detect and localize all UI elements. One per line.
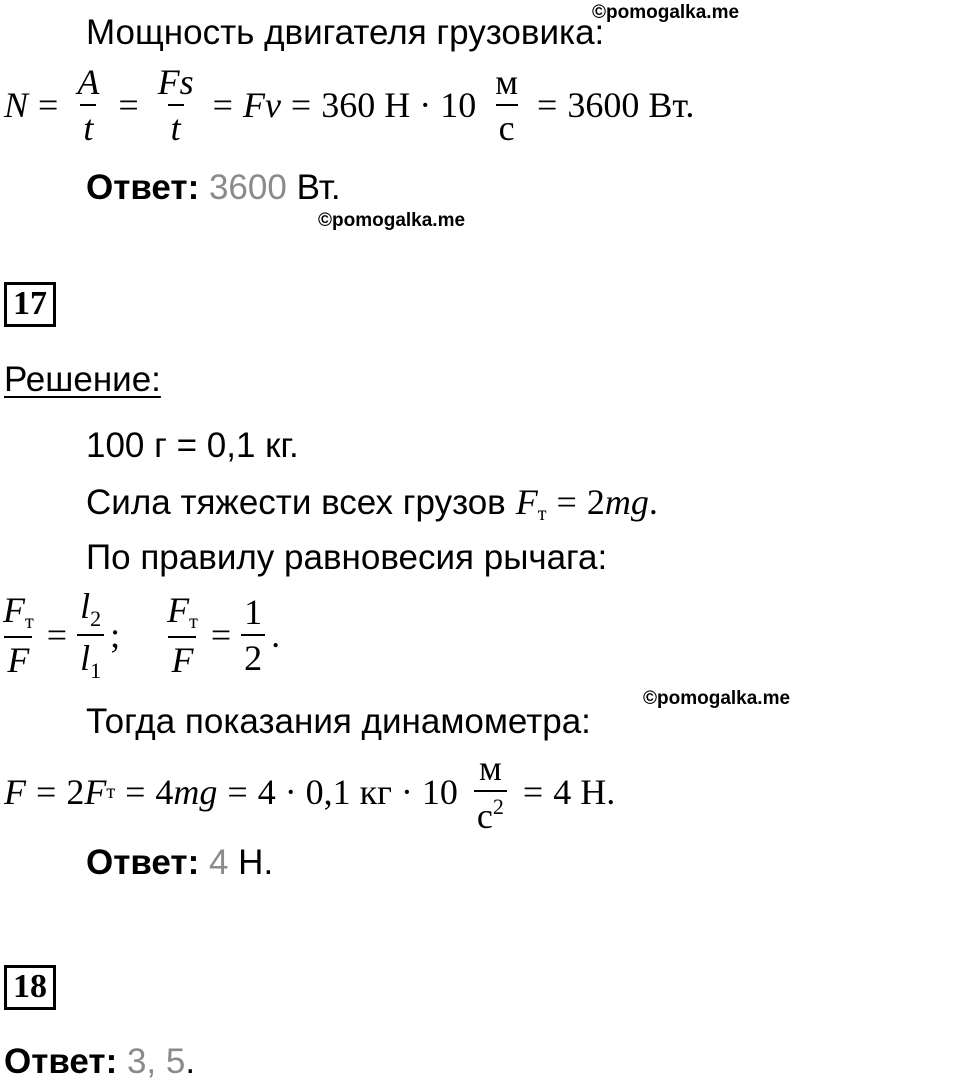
answer-unit: Н. (228, 843, 274, 882)
dynamometer-formula: F = 2 F т = 4 mg = 4 · 0,1 кг · 10 $\frac{м}{с^2}$ = 4 Н. (4, 748, 616, 836)
watermark: ©pomogalka.me (318, 210, 466, 231)
answer-17 (86, 845, 273, 880)
power-heading: Мощность двигателя грузовика: (86, 13, 605, 52)
watermark: ©pomogalka.me (643, 688, 791, 709)
solution-label: Решение: (4, 360, 161, 399)
answer-label: Ответ: (86, 168, 200, 207)
lever-formula: $\frac{Fт}{F}$ = $\frac{l_2}{l_1}$ ; $\frac{Fт}{F}$ = $\frac{1}{2}$ . (3, 586, 281, 683)
answer-label: Ответ: (4, 1042, 118, 1081)
answer-18 (4, 1044, 195, 1079)
answer-unit: Вт. (286, 168, 341, 207)
problem-number-18: 18 (4, 965, 56, 1010)
lever-heading: По правилу равновесия рычага: (86, 538, 608, 577)
dynamometer-heading: Тогда показания динамометра: (86, 702, 591, 741)
answer-value: 4 (208, 843, 229, 882)
power-formula: N = $\frac{A}{t}$ = $\frac{Fs}{t}$ = Fv = 360 Н · 10 $\frac{м}{с}$ = 3600 Вт. (4, 62, 695, 148)
answer-value: 3600 (208, 168, 287, 207)
answer-16 (86, 170, 341, 205)
problem-number-17: 17 (4, 282, 56, 327)
answer-tail: . (185, 1042, 196, 1081)
gravity-line: Сила тяжести всех грузов Fт = 2mg. (86, 482, 658, 525)
gravity-text: Сила тяжести всех грузов (86, 483, 506, 522)
watermark: ©pomogalka.me (592, 2, 740, 23)
mass-conversion: 100 г = 0,1 кг. (86, 426, 299, 465)
answer-value: 3, 5 (126, 1042, 186, 1081)
answer-label: Ответ: (86, 843, 200, 882)
